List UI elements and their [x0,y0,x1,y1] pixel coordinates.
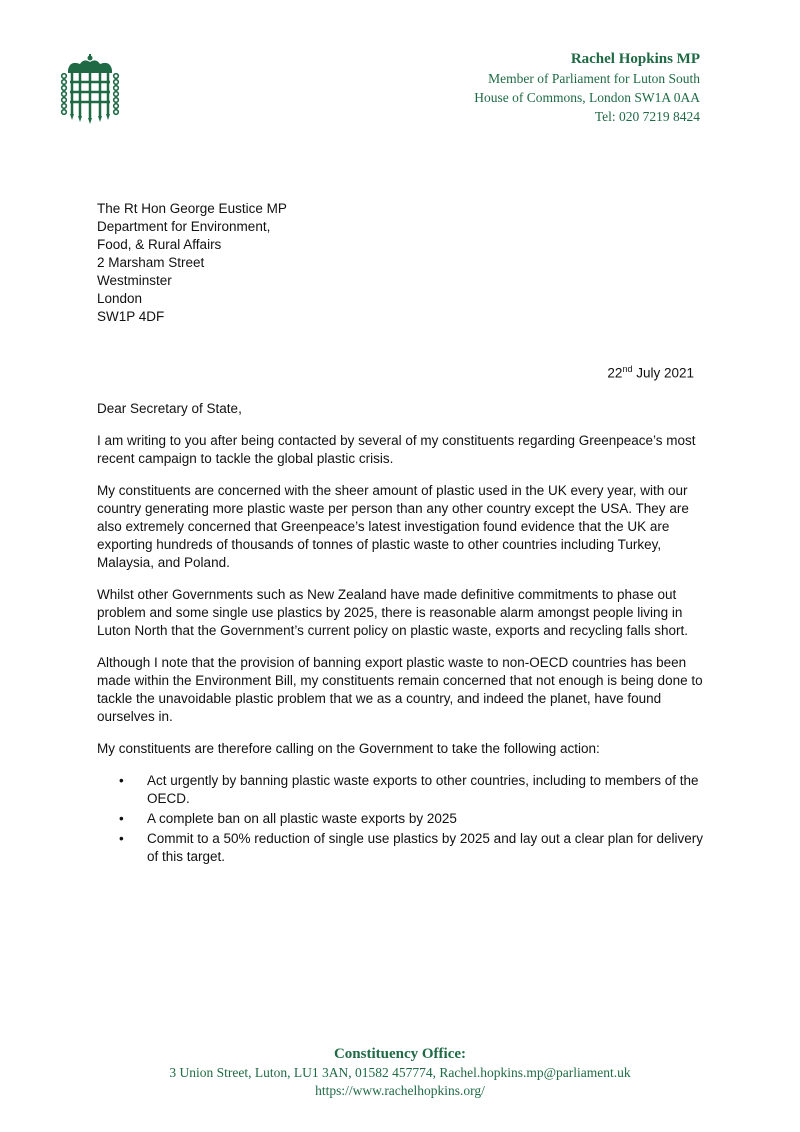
list-item [97,830,707,866]
recipient-line: Food, & Rural Affairs [97,237,222,252]
mp-telephone: Tel: 020 7219 8424 [594,109,700,124]
list-item [97,772,707,808]
list-item [97,810,707,828]
body-paragraph: I am writing to you after being contacted by several of my constituents regarding Greenpeace’s most recent campaign to tackle the global plastic crisis. [97,433,696,466]
body-paragraph: Whilst other Governments such as New Zealand have made definitive commitments to phase out problem and some single use plastics by 2025, there is reasonable alarm amongst people living in Luton North that the Government’s current policy on plastic waste, exports and recycling falls short. [97,587,689,638]
date-month-year: July 2021 [632,365,694,381]
letter-date [607,364,694,381]
body-paragraph: Although I note that the provision of banning export plastic waste to non-OECD countries has been made within the Environment Bill, my constituents remain concerned that not enough is being done to tackle the unavoidable plastic problem that we as a country, and indeed the planet, have found ourselves in. [97,655,703,724]
bullet-icon: • [119,773,124,788]
date-day: 22 [607,365,623,381]
recipient-line: London [97,291,143,306]
mp-office-address: House of Commons, London SW1A 0AA [474,90,700,105]
footer [0,1045,800,1100]
recipient-line: Westminster [97,273,172,288]
date-suffix: nd [622,364,633,374]
letterhead [474,50,700,126]
footer-website: https://www.rachelhopkins.org/ [315,1083,485,1098]
footer-title: Constituency Office: [333,1046,467,1062]
salutation: Dear Secretary of State, [97,401,242,416]
bullet-icon: • [119,811,124,826]
mp-constituency: Member of Parliament for Luton South [488,71,700,86]
body-paragraph: My constituents are therefore calling on the Government to take the following action: [97,741,600,756]
list-item-text: A complete ban on all plastic waste exports by 2025 [147,811,457,826]
bullet-icon: • [119,831,124,846]
footer-address: 3 Union Street, Luton, LU1 3AN, 01582 457774, Rachel.hopkins.mp@parliament.uk [169,1065,631,1080]
mp-name: Rachel Hopkins MP [570,51,700,67]
recipient-address [97,200,287,326]
list-item-text: Act urgently by banning plastic waste exports to other countries, including to members of the OECD. [147,773,699,806]
letter-body [97,400,707,868]
portcullis-icon [60,54,120,124]
recipient-line: SW1P 4DF [97,309,165,324]
recipient-line: The Rt Hon George Eustice MP [97,201,287,216]
recipient-line: 2 Marsham Street [97,255,205,270]
recipient-line: Department for Environment, [97,219,271,234]
action-list [97,772,707,866]
list-item-text: Commit to a 50% reduction of single use plastics by 2025 and lay out a clear plan for delivery of this target. [147,831,704,864]
body-paragraph: My constituents are concerned with the sheer amount of plastic used in the UK every year, with our country generating more plastic waste per person than any other country except the USA. They are also extremely concerned that Greenpeace’s latest investigation found evidence that the UK are exporting hundreds of thousands of tonnes of plastic waste to other countries including Turkey, Malaysia, and Poland. [97,483,689,570]
